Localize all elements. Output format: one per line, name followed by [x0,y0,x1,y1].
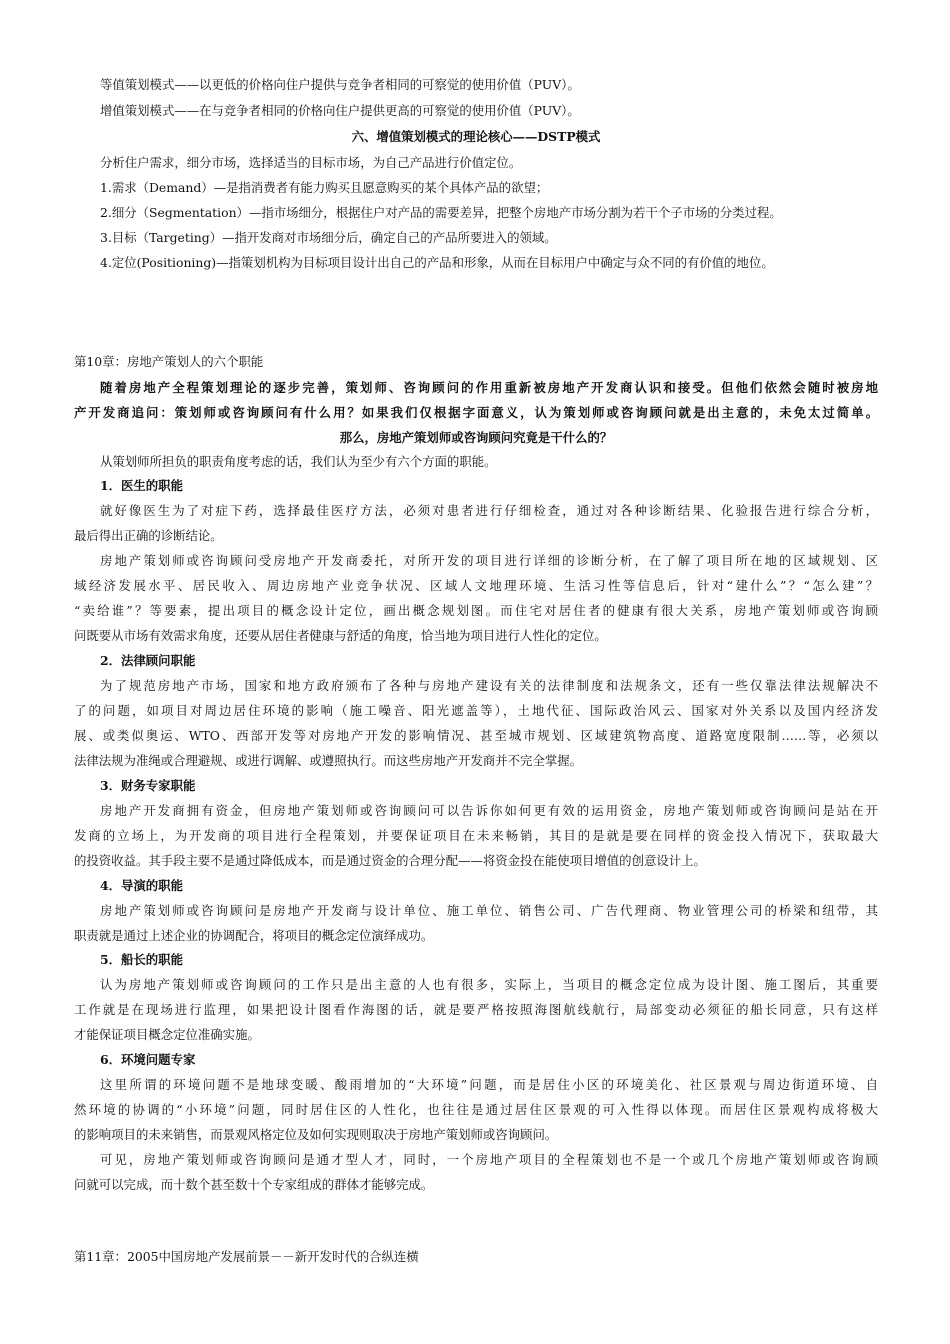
section-2-line2: 了的问题，如项目对周边居住环境的影响（施工噪音、阳光遮盖等），土地代征、国际政治风云、国家对外关系以及国内经济发 [74,703,878,718]
section-1-para2-line2: 域经济发展水平、居民收入、周边房地产业竞争状况、区域人文地理环境、生活习性等信息后，针对“建什么”？“怎么建”？ [74,578,878,593]
section-5-title: 5．船长的职能 [100,952,183,967]
dstp-item-targeting: 3.目标（Targeting）—指开发商对市场细分后，确定自己的产品所要进入的领域。 [100,230,557,245]
section-6-line3: 的影响项目的未来销售，而景观风格定位及如何实现则取决于房地产策划师或咨询顾问。 [74,1127,558,1142]
section-3-line2: 发商的立场上，为开发商的项目进行全程策划，并要保证项目在未来畅销，其目的是就是要在同样的资金投入情况下，获取最大 [74,828,878,843]
section-6-line1: 这里所谓的环境问题不是地球变暖、酸雨增加的“大环境”问题，而是居住小区的环境美化、社区景观与周边街道环境、自 [100,1077,878,1092]
section-1-para2-line1: 房地产策划师或咨询顾问受房地产开发商委托，对所开发的项目进行详细的诊断分析，在了解了项目所在地的区域规划、区 [100,553,878,568]
section-4-line1: 房地产策划师或咨询顾问是房地产开发商与设计单位、施工单位、销售公司、广告代理商、物业管理公司的桥梁和纽带，其 [100,903,878,918]
chapter-10-question: 那么，房地产策划师或咨询顾问究竟是干什么的？ [339,430,613,445]
dstp-item-segmentation: 2.细分（Segmentation）—指市场细分，根据住户对产品的需要差异，把整个房地产市场分割为若干个子市场的分类过程。 [100,205,782,220]
equal-value-mode-line: 等值策划模式——以更低的价格向住户提供与竞争者相同的可察觉的使用价值（PUV）。 [100,77,580,92]
dstp-intro: 分析住户需求，细分市场，选择适当的目标市场，为自己产品进行价值定位。 [100,155,522,170]
section-1-title: 1．医生的职能 [100,478,183,493]
chapter-11-title: 第11章：2005中国房地产发展前景－－新开发时代的合纵连横 [74,1249,419,1264]
section-2-line1: 为了规范房地产市场，国家和地方政府颁布了各种与房地产建设有关的法律制度和法规条文，还有一些仅靠法律法规解决不 [100,678,878,693]
section-3-line3: 的投资收益。其手段主要不是通过降低成本，而是通过资金的合理分配——将资金投在能使项目增值的创意设计上。 [74,853,706,868]
dstp-item-demand: 1.需求（Demand）—是指消费者有能力购买且愿意购买的某个具体产品的欲望； [100,180,549,195]
chapter-10-lead-line2: 产开发商追问：策划师或咨询顾问有什么用？如果我们仅根据字面意义，认为策划师或咨询顾问就是出主意的，未免太过简单。 [74,405,878,420]
section-4-line2: 职责就是通过上述企业的协调配合，将项目的概念定位演绎成功。 [74,928,434,943]
section-1-para1-line1: 就好像医生为了对症下药，选择最佳医疗方法，必须对患者进行仔细检查，通过对各种诊断结果、化验报告进行综合分析， [100,503,878,518]
value-added-mode-line: 增值策划模式——在与竞争者相同的价格向住户提供更高的可察觉的使用价值（PUV）。 [100,103,580,118]
chapter-10-title: 第10章：房地产策划人的六个职能 [74,354,264,369]
conclusion-line1: 可见，房地产策划师或咨询顾问是通才型人才，同时，一个房地产项目的全程策划也不是一个或几个房地产策划师或咨询顾 [100,1152,878,1167]
chapter-10-lead-line1: 随着房地产全程策划理论的逐步完善，策划师、咨询顾问的作用重新被房地产开发商认识和接受。但他们依然会随时被房地 [100,380,878,395]
section-1-para1-line2: 最后得出正确的诊断结论。 [74,528,223,543]
section-5-line2: 工作就是在现场进行监理，如果把设计图看作海图的话，就是要严格按照海图航线航行，局部变动必须征的船长同意，只有这样 [74,1002,878,1017]
section-2-title: 2．法律顾问职能 [100,653,196,668]
section-5-line1: 认为房地产策划师或咨询顾问的工作只是出主意的人也有很多，实际上，当项目的概念定位成为设计图、施工图后，其重要 [100,977,878,992]
section-3-line1: 房地产开发商拥有资金，但房地产策划师或咨询顾问可以告诉你如何更有效的运用资金，房地产策划师或咨询顾问是站在开 [100,803,878,818]
section-2-line4: 法律法规为准绳或合理避规、或进行调解、或遵照执行。而这些房地产开发商并不完全掌握。 [74,753,583,768]
conclusion-line2: 问就可以完成，而十数个甚至数十个专家组成的群体才能够完成。 [74,1177,434,1192]
section-5-line3: 才能保证项目概念定位准确实施。 [74,1027,260,1042]
section-heading-dstp: 六、增值策划模式的理论核心——DSTP模式 [351,129,601,144]
section-6-line2: 然环境的协调的“小环境”问题，同时居住区的人性化，也往往是通过居住区景观的可入性得以体现。而居住区景观构成将极大 [74,1102,878,1117]
section-1-para2-line4: 问既要从市场有效需求角度，还要从居住者健康与舒适的角度，恰当地为项目进行人性化的定位。 [74,628,607,643]
section-3-title: 3．财务专家职能 [100,778,196,793]
section-4-title: 4．导演的职能 [100,878,183,893]
section-6-title: 6．环境问题专家 [100,1052,196,1067]
section-1-para2-line3: “卖给谁”？等要素，提出项目的概念设计定位，画出概念规划图。而住宅对居住者的健康有很大关系，房地产策划师或咨询顾 [74,603,878,618]
section-2-line3: 展、或类似奥运、WTO、西部开发等对房地产开发的影响情况、甚至城市规划、区域建筑物高度、道路宽度限制……等，必须以 [74,728,878,743]
chapter-10-summary: 从策划师所担负的职责角度考虑的话，我们认为至少有六个方面的职能。 [100,454,497,469]
dstp-item-positioning: 4.定位(Positioning)—指策划机构为目标项目设计出自己的产品和形象，从而在目标用户中确定与众不同的有价值的地位。 [100,255,774,270]
